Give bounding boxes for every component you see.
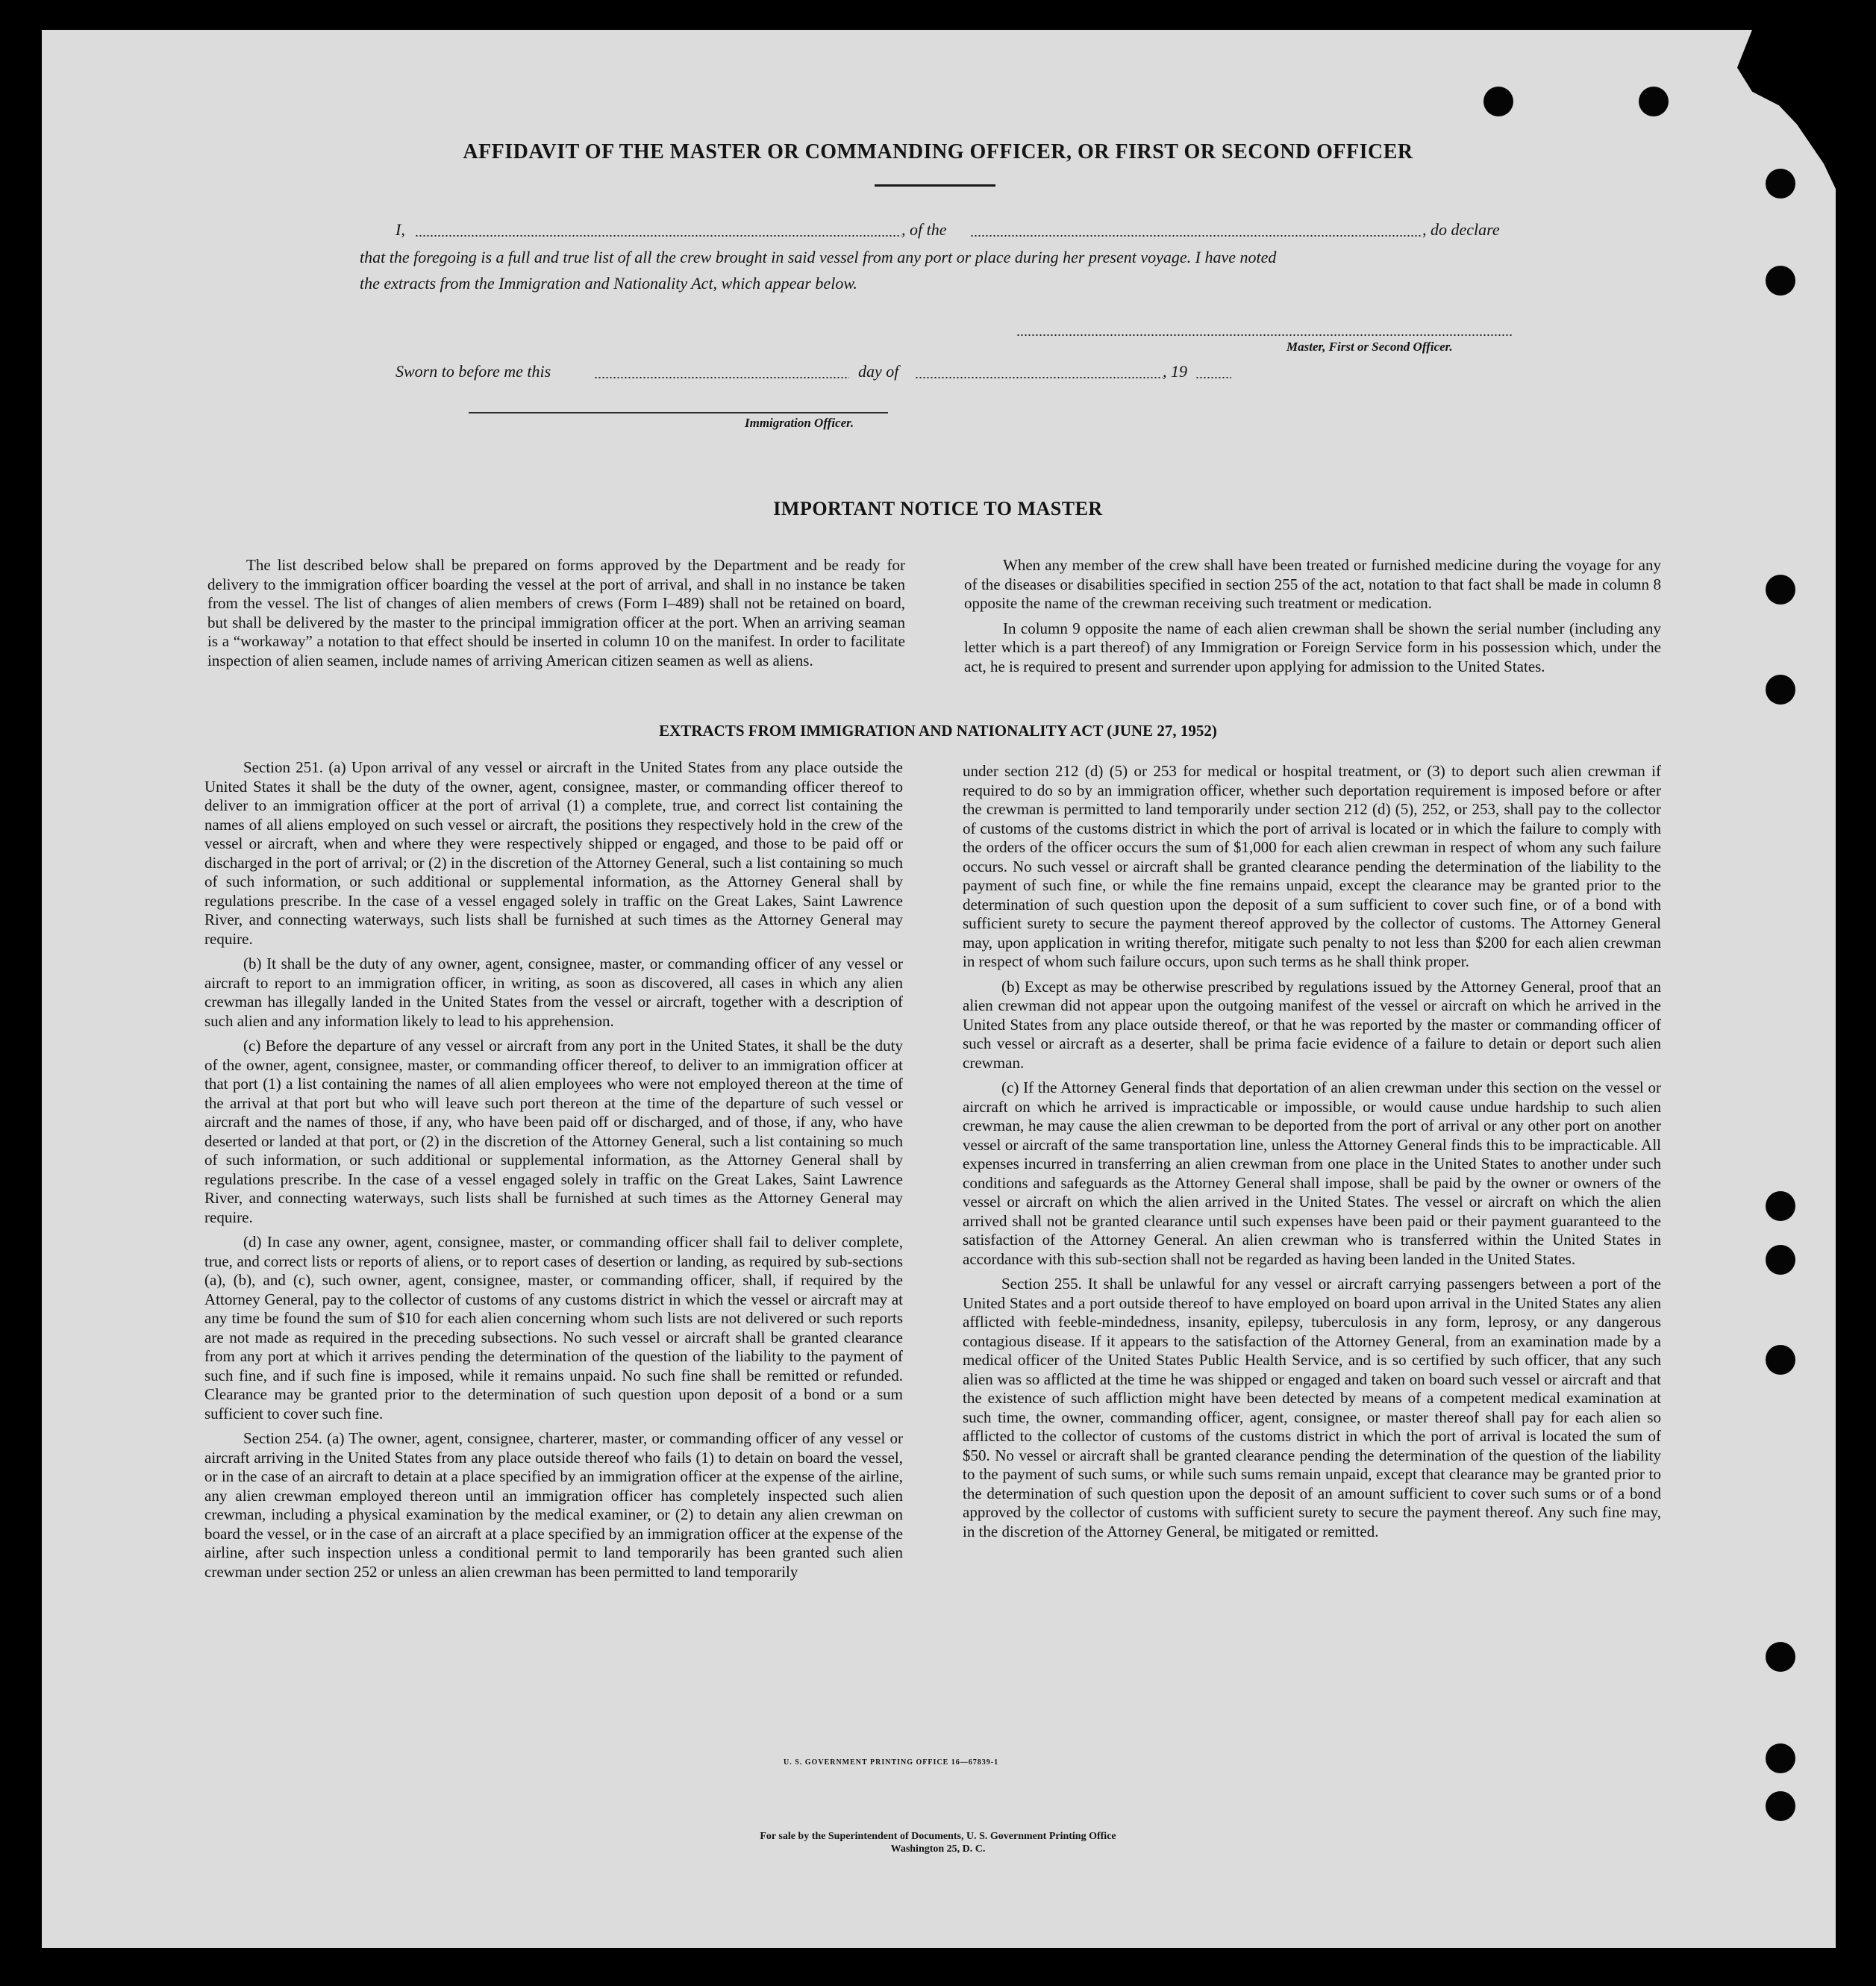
officer-signature-field[interactable]	[469, 412, 888, 413]
section-251-c: (c) Before the departure of any vessel or aircraft from any port in the United States, it shall be the duty of the owner, agent, consignee, master, or commanding officer thereof, to deliver to an immigration officer at that port (1) a list containing the names of all alien employees who were not employed thereon at the time of the arrival at that port but who will leave such port thereon at the time of the departure of such vessel or aircraft and the names of those, if any, who have been paid off or discharged, and of those, if any, who have deserted or landed at that port, or (2) in the discretion of the Attorney General, such a list containing so much of such information, or such additional or supplemental information, as the Attorney General shall by regulations prescribe. In the case of a vessel engaged solely in traffic on the Great Lakes, Saint Lawrence River, and connecting waterways, such lists shall be furnished at such times as the Attorney General may require.	[204, 1037, 903, 1226]
section-251-a: Section 251. (a) Upon arrival of any vessel or aircraft in the United States from any place outside the United States it shall be the duty of the owner, agent, consignee, master, or commanding officer thereof to deliver to an immigration officer at the port of arrival (1) a complete, true, and correct list containing the names of all aliens employed on such vessel or aircraft, the positions they respectively hold in the crew of the vessel or aircraft, when and where they were respectively shipped or engaged, and those to be paid off or discharged in the port of arrival; or (2) in the discretion of the Attorney General, such a list containing so much of such information, or such additional or supplemental information, as the Attorney General shall by regulations prescribe. In the case of a vessel engaged solely in traffic on the Great Lakes, Saint Lawrence River, and connecting waterways, such lists shall be furnished at such times as the Attorney General may require.	[204, 758, 903, 948]
section-254-c: (c) If the Attorney General finds that deportation of an alien crewman under this section on the vessel or aircraft on which he arrived is impracticable or impossible, or would cause undue hardship to such alien crewman, he may cause the alien crewman to be deported from the port of arrival or any other port on another vessel or aircraft of the same transportation line, unless the Attorney General finds this to be impracticable. All expenses incurred in transferring an alien crewman from one place in the United States to another under such conditions and safeguards as the Attorney General shall impose, shall be paid by the owner or owners of the vessel or aircraft on which the alien arrived in the United States. The vessel or aircraft on which the alien arrived shall not be granted clearance until such expenses have been paid or their payment guaranteed to the satisfaction of the Attorney General. An alien crewman who is transferred within the United States in accordance with this sub-section shall not be regarded as having been landed in the United States.	[963, 1078, 1661, 1268]
binder-hole	[1766, 575, 1795, 605]
footer-line-2: Washington 25, D. C.	[890, 1843, 986, 1855]
binder-hole	[1766, 1791, 1795, 1821]
notice-left-column	[207, 556, 905, 676]
section-254-a: Section 254. (a) The owner, agent, consignee, charterer, master, or commanding officer of any vessel or aircraft arriving in the United States from any place outside thereof who fails (1) to detain on board the vessel, or in the case of an aircraft to detain at a place specified by an immigration officer at the expense of the airline, any alien crewman employed thereon until an immigration officer has completely inspected such alien crewman, including a physical examination by the medical examiner, or (2) to detain any alien crewman on board the vessel, or in the case of an aircraft at a place specified by an immigration officer at the expense of the airline, after such inspection unless a conditional permit to land temporarily has been granted such alien crewman under section 252 or unless an alien crewman has been permitted to land temporarily	[204, 1429, 903, 1581]
binder-hole	[1766, 266, 1795, 296]
declarant-label: I,	[395, 220, 405, 239]
section-254-a-continued: under section 212 (d) (5) or 253 for medical or hospital treatment, or (3) to deport such alien crewman if required to do so by an immigration officer, whether such deportation requirement is imposed before or after the crewman is permitted to land temporarily under section 212 (d) (5), 252, or 253, shall pay to the collector of customs of the customs district in which the port of arrival is located or in which the failure to comply with the orders of the officer occurs the sum of $1,000 for each alien crewman in respect of whom any such failure occurs. No such vessel or aircraft shall be granted clearance pending the determination of the liability to the payment of such fine, or while the fine remains unpaid, except the clearance may be granted prior to the determination of such question upon the deposit of a sum sufficient to cover such fine, or of a bond with sufficient surety to secure the payment thereof approved by the collector of customs. The Attorney General may, upon application in writing therefor, mitigate such penalty to not less than $200 for each alien crewman in respect of whom such failure occurs, upon such terms as he shall think proper.	[963, 762, 1661, 970]
binder-hole	[1766, 675, 1795, 705]
binder-hole	[1766, 1191, 1795, 1221]
sworn-year-field[interactable]	[1195, 377, 1231, 378]
sworn-label: Sworn to before me this	[395, 362, 551, 381]
notice-right-paragraph-1: When any member of the crew shall have been treated or furnished medicine during the voyage for any of the diseases or disabilities specified in section 255 of the act, notation to that fact shall be made in column 8 opposite the name of the crewman receiving such treatment or medication.	[964, 556, 1661, 612]
binder-hole	[1766, 1642, 1795, 1672]
binder-hole	[1766, 1743, 1795, 1773]
section-254-b: (b) Except as may be otherwise prescribed by regulations issued by the Attorney General, proof that an alien crewman did not appear upon the outgoing manifest of the vessel or aircraft on which he arrived in the United States from any place outside thereof, or that he was reported by the master or commanding officer of such vessel or aircraft as a deserter, shall be prima facie evidence of a failure to detain or deport such alien crewman.	[963, 977, 1661, 1072]
year-label: , 19	[1163, 362, 1187, 381]
extracts-left-column	[204, 758, 903, 1587]
section-251-b: (b) It shall be the duty of any owner, agent, consignee, master, or commanding officer of any vessel or aircraft to report to an immigration officer, in writing, as soon as discovered, all cases in which any alien crewman has illegally landed in the United States from the vessel or aircraft, together with a description of such alien and any information likely to lead to his apprehension.	[204, 955, 903, 1030]
do-declare-label: , do declare	[1422, 220, 1500, 239]
officer-signature-label: Immigration Officer.	[745, 416, 854, 430]
declarant-name-field[interactable]	[415, 235, 901, 237]
binder-hole	[1766, 1345, 1795, 1375]
notice-right-column	[964, 556, 1661, 682]
extracts-title: EXTRACTS FROM IMMIGRATION AND NATIONALITY ACT (JUNE 27, 1952)	[659, 722, 1217, 740]
binder-hole	[1639, 87, 1669, 116]
sworn-month-field[interactable]	[915, 377, 1163, 378]
of-the-label: , of the	[901, 220, 947, 239]
printer-mark: U. S. GOVERNMENT PRINTING OFFICE 16—67839-1	[784, 1758, 999, 1767]
master-signature-label: Master, First or Second Officer.	[1286, 340, 1453, 354]
section-255: Section 255. It shall be unlawful for any vessel or aircraft carrying passengers between a port of the United States and a port outside thereof to have employed on board upon arrival in the United States any alien afflicted with feeble-mindedness, insanity, epilepsy, tuberculosis in any form, leprosy, or any dangerous contagious disease. If it appears to the satisfaction of the Attorney General, from an examination made by a medical officer of the United States Public Health Service, and is so certified by such officer, that any such alien was so afflicted at the time he was shipped or engaged and taken on board such vessel or aircraft and that the existence of such affliction might have been detected by means of a competent medical examination at such time, the owner, commanding officer, agent, consignee, or master thereof shall pay for each alien so afflicted to the collector of customs of the customs district in which the port of arrival is located the sum of $50. No vessel or aircraft shall be granted clearance pending the determination of the question of the liability to the payment of such sums, or while such sums remain unpaid, except that clearance may be granted prior to the determination of such question upon the deposit of an amount sufficient to cover such sums or of a bond approved by the collector of customs with sufficient surety to secure the payment thereof. Any such fine may, in the discretion of the Attorney General, be mitigated or remitted.	[963, 1275, 1661, 1540]
notice-right-paragraph-2: In column 9 opposite the name of each alien crewman shall be shown the serial number (including any letter which is a part thereof) of any Immigration or Foreign Service form in his possession which, under the act, he is required to present and surrender upon applying for admission to the United States.	[964, 619, 1661, 675]
day-of-label: day of	[858, 362, 899, 381]
title-underline	[875, 184, 995, 187]
declaration-line-2: that the foregoing is a full and true list of all the crew brought in said vessel from any port or place during her present voyage. I have noted	[360, 248, 1277, 266]
binder-hole	[1766, 1245, 1795, 1275]
footer	[0, 1830, 1876, 1855]
declaration-line-3: the extracts from the Immigration and Nationality Act, which appear below.	[360, 274, 857, 293]
extracts-right-column	[963, 762, 1661, 1547]
binder-hole	[1766, 169, 1795, 199]
notice-title: IMPORTANT NOTICE TO MASTER	[773, 498, 1103, 519]
binder-hole	[1483, 87, 1513, 116]
sworn-day-field[interactable]	[594, 377, 849, 378]
notice-left-paragraph: The list described below shall be prepared on forms approved by the Department and be ready for delivery to the immigration officer boarding the vessel at the port of arrival, and shall in no instance be taken from the vessel. The list of changes of alien members of crews (Form I–489) shall not be retained on board, but shall be delivered by the master to the principal immigration officer at the port. When an arriving seaman is a “workaway” a notation to that effect should be inserted in column 10 on the manifest. In order to facilitate inspection of alien seamen, include names of arriving American citizen seamen as well as aliens.	[207, 556, 905, 669]
master-signature-field[interactable]	[1016, 334, 1512, 336]
vessel-name-field[interactable]	[970, 235, 1422, 237]
section-251-d: (d) In case any owner, agent, consignee, master, or commanding officer shall fail to deliver complete, true, and correct lists or reports of aliens, or to report cases of desertion or landing, as required by sub-sections (a), (b), and (c), such owner, agent, consignee, master, or commanding officer, shall, if required by the Attorney General, pay to the collector of customs of any customs district in which the vessel or aircraft may at any time be found the sum of $10 for each alien concerning whom such lists are not delivered or such reports are not made as required in the preceding subsections. No such vessel or aircraft shall be granted clearance from any port at which it arrives pending the determination of the question of the liability to the payment of such fine, and if such fine is imposed, while it remains unpaid. No such fine shall be remitted or refunded. Clearance may be granted prior to the determination of such question upon deposit of a bond or a sum sufficient to cover such fine.	[204, 1233, 903, 1423]
affidavit-title: AFFIDAVIT OF THE MASTER OR COMMANDING OFFICER, OR FIRST OR SECOND OFFICER	[463, 140, 1413, 163]
footer-line-1: For sale by the Superintendent of Documents, U. S. Government Printing Office	[760, 1831, 1116, 1842]
